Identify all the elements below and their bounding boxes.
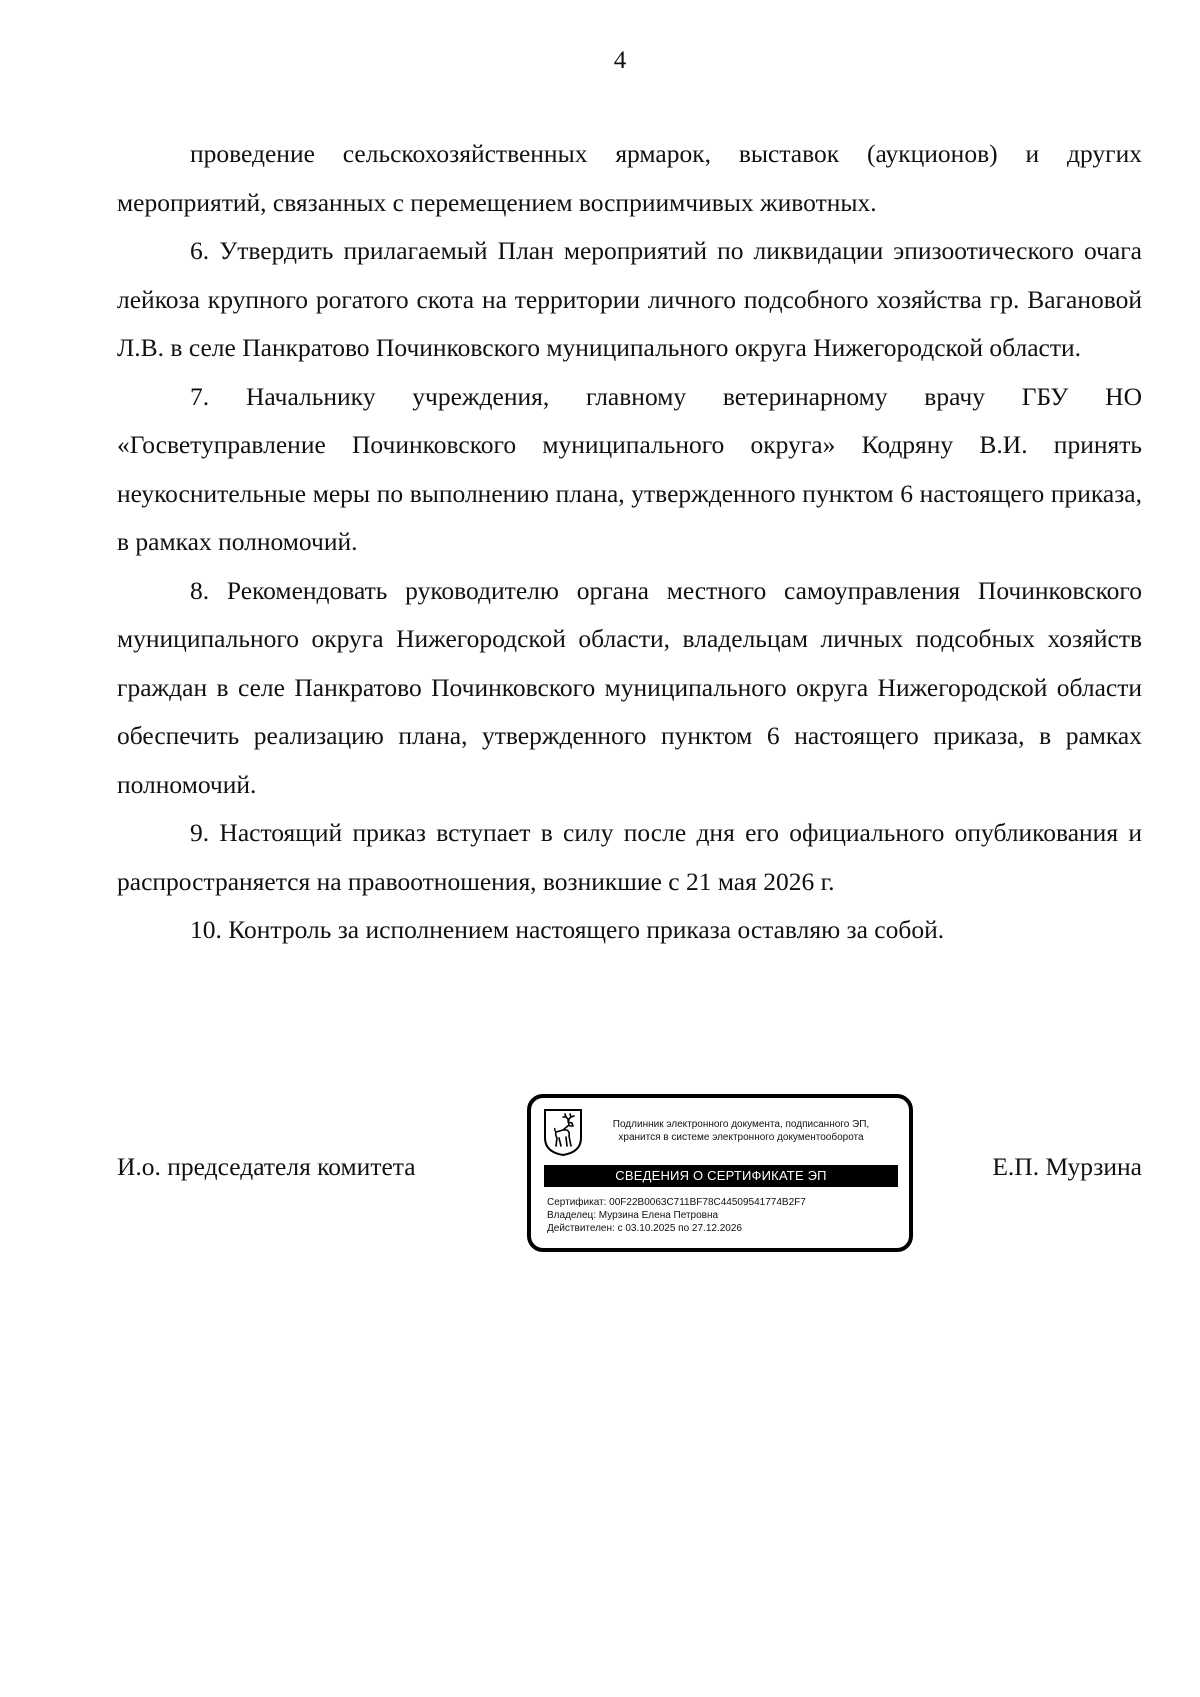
certificate-info-bar: СВЕДЕНИЯ О СЕРТИФИКАТЕ ЭП (544, 1165, 898, 1187)
stamp-header (591, 1118, 891, 1144)
certificate-details (547, 1196, 806, 1235)
paragraph-item-10: 10. Контроль за исполнением настоящего приказа оставляю за собой. (190, 915, 945, 944)
signatory-name: Е.П. Мурзина (992, 1152, 1142, 1181)
signatory-title: И.о. председателя комитета (117, 1152, 416, 1181)
paragraph-continuation: проведение сельскохозяйственных ярмарок, выставок (аукционов) и других мероприятий, связанных с перемещением восприимчивых животных. (117, 139, 1142, 217)
page-number: 4 (613, 47, 627, 74)
paragraph-item-9: 9. Настоящий приказ вступает в силу после дня его официального опубликования и распространяется на правоотношения, возникшие с 21 мая 2026 г. (117, 818, 1142, 896)
certificate-owner: Владелец: Мурзина Елена Петровна (547, 1210, 719, 1221)
paragraph-item-8: 8. Рекомендовать руководителю органа местного самоуправления Починковского муниципального округа Нижегородской области, владельцам личных подсобных хозяйств граждан в селе Панкратово Починковского муниципального округа Нижегородской области обеспечить реализацию плана, утвержденного пунктом 6 настоящего приказа, в рамках полномочий. (117, 575, 1142, 799)
certificate-validity: Действителен: с 03.10.2025 по 27.12.2026 (547, 1223, 742, 1234)
electronic-signature-stamp (527, 1094, 913, 1252)
nizhny-novgorod-deer-emblem-icon (543, 1108, 583, 1156)
signature-block (117, 1094, 1142, 1264)
stamp-header-line-2: хранится в системе электронного документооборота (618, 1132, 864, 1143)
stamp-header-line-1: Подлинник электронного документа, подписанного ЭП, (612, 1119, 870, 1130)
paragraph-item-7: 7. Начальнику учреждения, главному ветеринарному врачу ГБУ НО «Госветуправление Починковского муниципального округа» Кодряну В.И. принять неукоснительные меры по выполнению плана, утвержденного пунктом 6 настоящего приказа, в рамках полномочий. (117, 381, 1142, 556)
document-body (117, 130, 1142, 955)
paragraph-item-6: 6. Утвердить прилагаемый План мероприятий по ликвидации эпизоотического очага лейкоза крупного рогатого скота на территории личного подсобного хозяйства гр. Вагановой Л.В. в селе Панкратово Починковского муниципального округа Нижегородской области. (117, 236, 1142, 362)
certificate-number: Сертификат: 00F22B0063C711BF78C44509541774B2F7 (547, 1197, 806, 1208)
